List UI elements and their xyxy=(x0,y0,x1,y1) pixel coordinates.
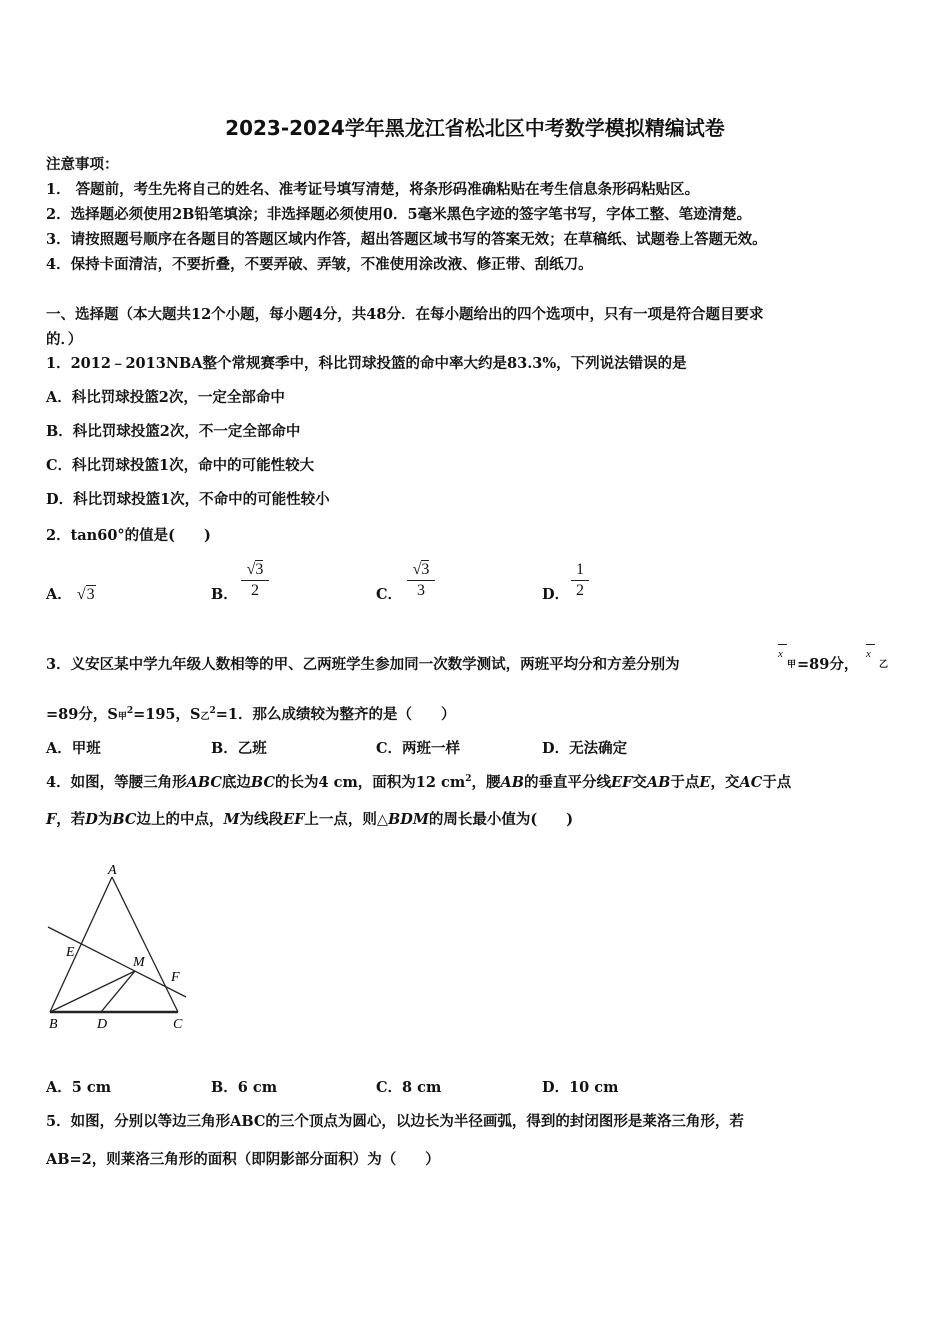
q3-sub-jia: 甲 xyxy=(787,660,797,670)
q4-option-c: C．8 cm xyxy=(376,1079,442,1096)
math: AB xyxy=(646,774,671,791)
q5-stem-line1: 5．如图，分别以等边三角形ABC的三个顶点为圆心，以边长为半径画弧，得到的封闭图形是莱洛三角形，若 xyxy=(46,1113,744,1130)
q2-option-d-fraction xyxy=(571,560,589,601)
q2-option-a-sqrt xyxy=(77,585,96,603)
exam-title: 2023-2024学年黑龙江省松北区中考数学模拟精编试卷 xyxy=(225,116,725,140)
sqrt-sign: √ xyxy=(412,561,422,578)
q1-option-a: A．科比罚球投篮2次，一定全部命中 xyxy=(46,389,285,406)
text: =89分，S xyxy=(46,706,118,723)
q3-stem-line2 xyxy=(46,703,456,724)
label-b: B xyxy=(49,1017,58,1032)
side-ac xyxy=(112,877,178,1012)
math: F xyxy=(46,811,57,828)
math: D xyxy=(85,811,98,828)
text: ，腰 xyxy=(471,774,501,791)
q1-option-d: D．科比罚球投篮1次，不命中的可能性较小 xyxy=(46,491,330,508)
math: AB xyxy=(500,774,524,791)
q3-option-c: C．两班一样 xyxy=(376,740,461,757)
superscript: 2 xyxy=(126,706,134,717)
math: EF xyxy=(611,774,633,791)
q2-option-b-label: B． xyxy=(211,586,238,603)
q4-stem-line2 xyxy=(46,808,573,829)
q2-option-a-label: A． xyxy=(46,586,72,603)
q4-option-b: B．6 cm xyxy=(211,1079,278,1096)
q3-xbar-yi xyxy=(866,648,871,660)
label-c: C xyxy=(173,1017,183,1032)
superscript: 2 xyxy=(465,774,472,785)
q3-option-b: B．乙班 xyxy=(211,740,267,757)
x-symbol: x xyxy=(778,648,783,660)
numerator: 3 xyxy=(421,561,430,578)
radicand: 3 xyxy=(86,586,95,603)
line-ef xyxy=(48,927,186,997)
q3-option-a: A．甲班 xyxy=(46,740,101,757)
q3-sub-yi: 乙 xyxy=(879,660,889,670)
segment-dm xyxy=(101,971,135,1012)
math: BC xyxy=(250,774,275,791)
q1-stem: 1．2012﹣2013NBA整个常规赛季中，科比罚球投篮的命中率大约是83.3%，下列说法错误的是 xyxy=(46,355,687,372)
text: 为线段 xyxy=(239,811,284,828)
text: 边上的中点， xyxy=(136,811,224,828)
text: 交 xyxy=(632,774,647,791)
notice-item-3: 3．请按照题号顺序在各题目的答题区域内作答，超出答题区域书写的答案无效；在草稿纸、试题卷上答题无效。 xyxy=(46,231,767,248)
q4-option-d: D．10 cm xyxy=(542,1079,619,1096)
q3-stem-line1: 3．义安区某中学九年级人数相等的甲、乙两班学生参加同一次数学测试，两班平均分和方差分别为 xyxy=(46,656,680,673)
text: 为 xyxy=(97,811,113,828)
q3-option-d: D．无法确定 xyxy=(542,740,628,757)
q4-triangle-figure xyxy=(40,860,210,1040)
text: 于点 xyxy=(670,774,700,791)
q1-option-b: B．科比罚球投篮2次，不一定全部命中 xyxy=(46,423,301,440)
text: 4．如图，等腰三角形 xyxy=(46,774,187,791)
denominator: 2 xyxy=(576,582,584,599)
subscript: 乙 xyxy=(200,712,210,722)
text: 的周长最小值为( ) xyxy=(428,811,574,828)
denominator: 3 xyxy=(417,582,425,599)
math: EF xyxy=(283,811,305,828)
label-m: M xyxy=(133,955,145,970)
q3-eq-jia: =89分， xyxy=(797,656,859,673)
text: 于点 xyxy=(762,774,792,791)
q4-stem-line1 xyxy=(46,771,791,792)
label-d: D xyxy=(97,1017,108,1032)
label-e: E xyxy=(66,945,75,960)
math: ABC xyxy=(186,774,222,791)
numerator: 3 xyxy=(255,561,264,578)
text: 上一点，则△ xyxy=(304,811,389,828)
math: BC xyxy=(112,811,137,828)
text: ，若 xyxy=(56,811,86,828)
denominator: 2 xyxy=(251,582,259,599)
text: 底边 xyxy=(221,774,251,791)
q1-option-c: C．科比罚球投篮1次，命中的可能性较大 xyxy=(46,457,315,474)
notice-item-1: 1． 答题前，考生先将自己的姓名、准考证号填写清楚，将条形码准确粘贴在考生信息条形码粘贴区。 xyxy=(46,181,700,198)
text: =1．那么成绩较为整齐的是（ ） xyxy=(215,706,456,723)
notice-heading: 注意事项： xyxy=(46,156,119,173)
section-header-line1: 一、选择题（本大题共12个小题，每小题4分，共48分．在每小题给出的四个选项中，只有一项是符合题目要求 xyxy=(46,306,764,323)
q4-option-a: A．5 cm xyxy=(46,1079,112,1096)
x-symbol: x xyxy=(866,648,871,660)
subscript: 甲 xyxy=(117,712,127,722)
label-a: A xyxy=(108,863,117,878)
text: 的长为4 cm，面积为12 cm xyxy=(275,774,466,791)
math: E xyxy=(699,774,711,791)
superscript: 2 xyxy=(209,706,216,717)
q2-stem: 2．tan60°的值是( ) xyxy=(46,527,211,544)
math: M xyxy=(223,811,240,828)
math: BDM xyxy=(388,811,429,828)
q2-option-b-fraction xyxy=(241,560,269,601)
notice-item-2: 2．选择题必须使用2B铅笔填涂；非选择题必须使用0．5毫米黑色字迹的签字笔书写，字体工整、笔迹清楚。 xyxy=(46,206,752,223)
q3-xbar-jia xyxy=(778,648,783,660)
q2-option-c-fraction xyxy=(407,560,435,601)
segment-bm xyxy=(50,971,135,1012)
notice-item-4: 4．保持卡面清洁，不要折叠，不要弄破、弄皱，不准使用涂改液、修正带、刮纸刀。 xyxy=(46,256,593,273)
sqrt-sign: √ xyxy=(246,561,256,578)
q2-option-c-label: C． xyxy=(376,586,403,603)
math: AC xyxy=(739,774,763,791)
q2-option-d-label: D． xyxy=(542,586,570,603)
text: 的垂直平分线 xyxy=(524,774,611,791)
section-header-line2: 的．） xyxy=(46,331,83,348)
text: =195，S xyxy=(133,706,201,723)
q5-stem-line2: AB=2，则莱洛三角形的面积（即阴影部分面积）为（ ） xyxy=(46,1151,440,1168)
q2-option-a xyxy=(46,583,96,604)
numerator: 1 xyxy=(571,560,589,581)
side-ab xyxy=(50,877,112,1012)
label-f: F xyxy=(171,970,180,985)
text: ，交 xyxy=(710,774,740,791)
sqrt-sign: √ xyxy=(76,586,86,603)
